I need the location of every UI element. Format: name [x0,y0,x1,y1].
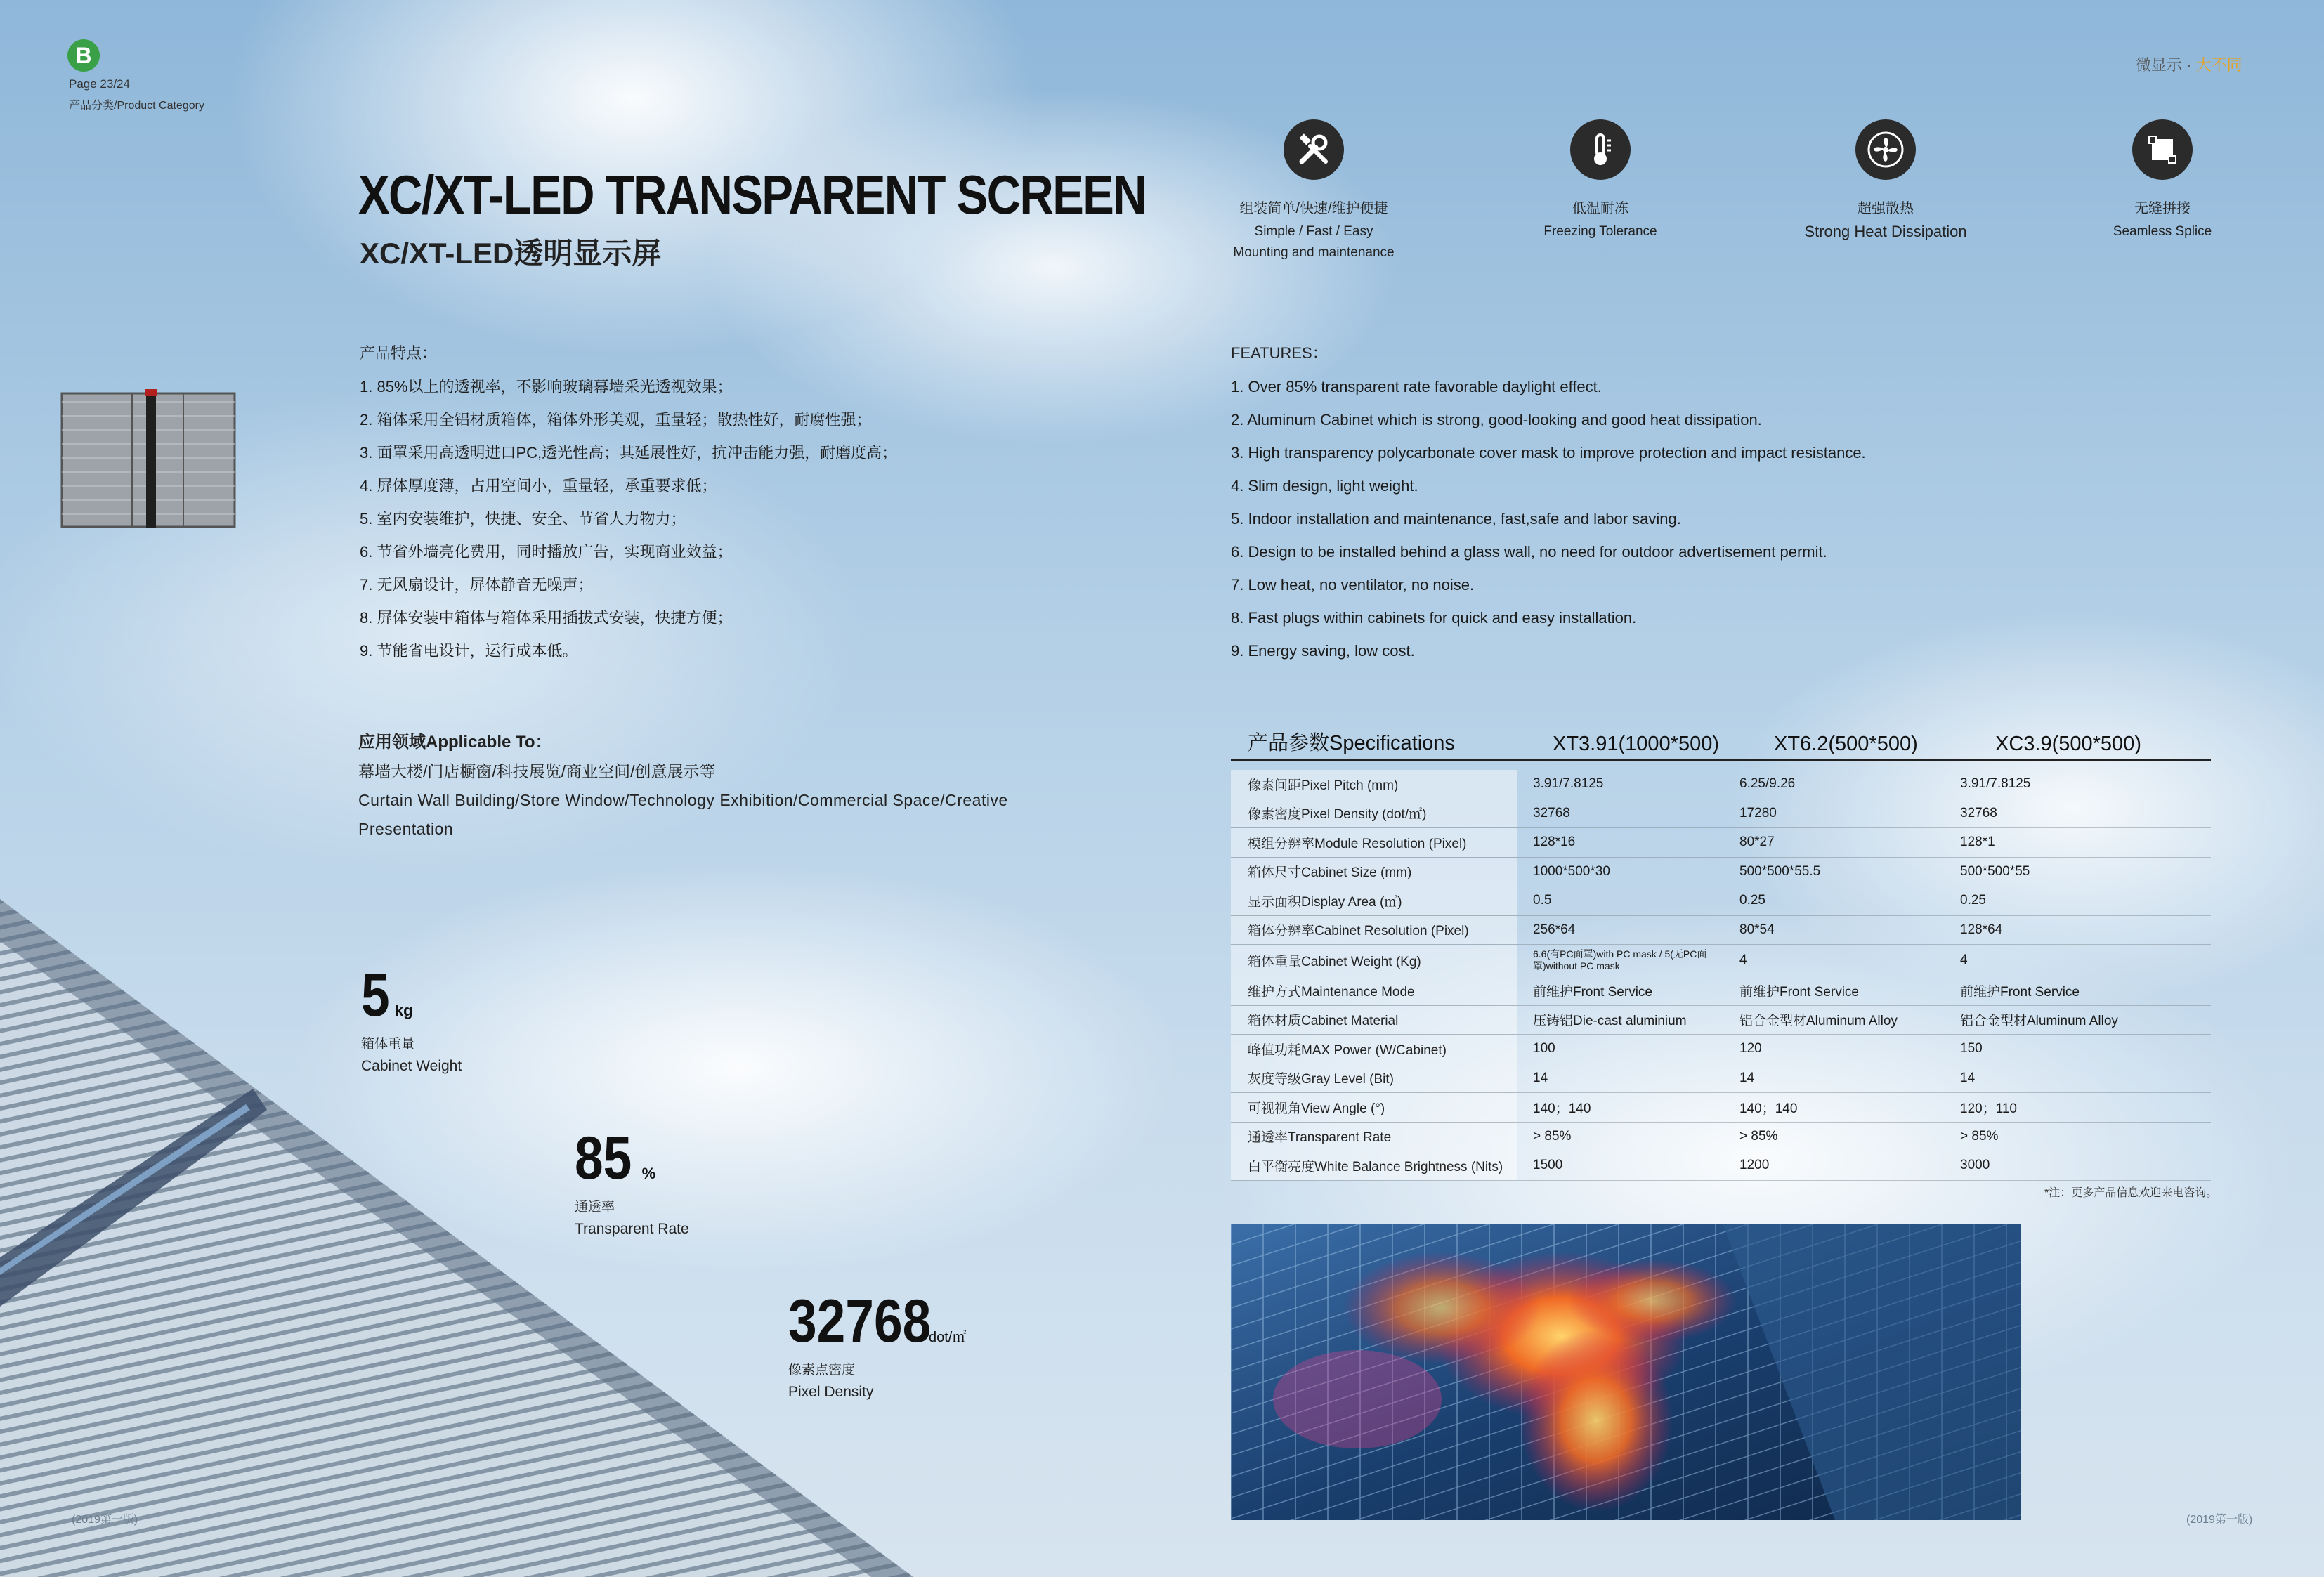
footer-edition-right: (2019第一版) [2186,1514,2253,1526]
spec-value-cell: 128*1 [1960,835,1995,850]
spec-note: *注：更多产品信息欢迎来电咨询。 [2044,1187,2218,1199]
spec-param-cell: 箱体尺寸Cabinet Size (mm) [1231,858,1517,886]
feature-mounting [1194,119,1433,263]
stat-cabinet-weight [361,961,462,1075]
stat-value: 5 [361,962,390,1029]
spec-value-cell: 32768 [1533,805,1570,820]
spec-value-cell: 1500 [1533,1158,1563,1173]
features-cn-heading: 产品特点： [360,344,438,362]
spec-value-cell: 120 [1739,1041,1762,1056]
feature-freezing [1481,119,1720,242]
stat-label-cn: 通透率 [575,1200,615,1215]
spec-value-cell: 前维护Front Service [1960,984,2080,1000]
spec-param-cell: 箱体分辨率Cabinet Resolution (Pixel) [1231,916,1517,945]
spec-header-cell: XT6.2(500*500) [1774,733,1918,755]
spec-value-cell: 压铸铝Die-cast aluminium [1533,1014,1687,1029]
application-text [358,757,1096,844]
spec-table [1231,724,2211,1181]
spec-row [1231,916,2211,945]
feature-en: Freezing Tolerance [1543,224,1657,239]
page-title: XC/XT-LED TRANSPARENT SCREEN [358,164,1146,225]
spec-value-cell: 4 [1739,953,1747,967]
stat-label-en: Cabinet Weight [361,1058,462,1074]
spec-value-cell: 前维护Front Service [1739,984,1859,1000]
spec-row [1231,945,2211,976]
feature-en: Strong Heat Dissipation [1804,223,1967,240]
features-en-heading: FEATURES： [1231,344,1328,362]
spec-param-cell: 白平衡亮度White Balance Brightness (Nits) [1231,1151,1517,1180]
spec-value-cell: 14 [1739,1070,1755,1085]
spec-value-cell: 0.25 [1739,893,1765,908]
brand-slogan-accent: 大不同 [2195,56,2243,74]
spec-value-cell: 4 [1960,953,1968,967]
spec-value-cell: > 85% [1739,1128,1778,1144]
spec-row [1231,828,2211,858]
spec-row [1231,976,2211,1006]
spec-row [1231,886,2211,916]
spec-header-row [1231,724,2211,761]
brand-slogan [2136,53,2243,75]
glass-building-photo [1231,1224,2021,1520]
spec-value-cell: 100 [1533,1041,1555,1056]
features-cn-item: 6. 节省外墙亮化费用，同时播放广告，实现商业效益； [360,543,733,561]
spec-value-cell: 14 [1960,1070,1976,1085]
spec-param-cell: 像素间距Pixel Pitch (mm) [1231,770,1517,799]
spec-param-cell: 像素密度Pixel Density (dot/㎡) [1231,799,1517,828]
spec-value-cell: 铝合金型材Aluminum Alloy [1739,1014,1898,1029]
application-heading: 应用领域Applicable To： [358,733,552,752]
spec-value-cell: 1200 [1739,1158,1770,1173]
spec-param-cell: 峰值功耗MAX Power (W/Cabinet) [1231,1035,1517,1064]
spec-value-cell: 256*64 [1533,922,1576,937]
spec-row [1231,1093,2211,1123]
spec-value-cell: 80*54 [1739,922,1775,937]
spec-value-cell: > 85% [1960,1128,1999,1144]
features-en-item: 6. Design to be installed behind a glass wall, no need for outdoor advertisement permit. [1231,543,1827,561]
spec-param-cell: 显示面积Display Area (㎡) [1231,886,1517,915]
features-en [1231,341,1866,667]
spec-value-cell: 14 [1533,1070,1548,1085]
spec-row [1231,1151,2211,1181]
stat-value: 32768 [788,1288,932,1355]
spec-param-cell: 灰度等级Gray Level (Bit) [1231,1064,1517,1093]
fan-icon [1855,119,1916,180]
stat-label-cn: 箱体重量 [361,1037,415,1052]
spec-value-cell: 500*500*55 [1960,863,2030,879]
spec-row [1231,799,2211,829]
spec-header-cell: 产品参数Specifications [1248,732,1455,754]
features-en-item: 7. Low heat, no ventilator, no noise. [1231,576,1475,594]
spec-value-cell: 128*16 [1533,835,1576,850]
spec-param-cell: 模组分辨率Module Resolution (Pixel) [1231,828,1517,857]
spec-value-cell: 140；140 [1533,1101,1591,1116]
spec-value-cell: 6.25/9.26 [1739,776,1796,792]
spec-value-cell: 80*27 [1739,835,1775,850]
stat-unit: % [641,1165,656,1182]
spec-value-cell: 铝合金型材Aluminum Alloy [1960,1014,2118,1029]
feature-cn: 超强散热 [1858,201,1914,216]
spec-value-cell: 1000*500*30 [1533,863,1610,879]
thermometer-icon [1570,119,1631,180]
spec-header-cell: XT3.91(1000*500) [1553,733,1719,755]
page-subtitle: XC/XT-LED透明显示屏 [360,237,662,270]
brand-logo: B [67,39,100,72]
brand-slogan-main: 微显示 · [2136,56,2196,74]
spec-value-cell: 前维护Front Service [1533,984,1652,1000]
spec-header-cell: XC3.9(500*500) [1995,733,2141,755]
features-en-item: 5. Indoor installation and maintenance, fast,safe and labor saving. [1231,510,1681,528]
spec-row [1231,1064,2211,1094]
features-cn-item: 1. 85%以上的透视率，不影响玻璃幕墙采光透视效果； [360,378,733,395]
spec-value-cell: 0.25 [1960,893,1986,908]
stat-unit: dot/㎡ [929,1330,967,1345]
splice-icon [2132,119,2193,180]
features-cn-item: 2. 箱体采用全铝材质箱体，箱体外形美观，重量轻；散热性好，耐腐性强； [360,411,872,428]
feature-cn: 低温耐冻 [1572,201,1628,216]
footer-edition-left: (2019第一版) [72,1514,138,1526]
spec-row [1231,1006,2211,1035]
features-en-item: 9. Energy saving, low cost. [1231,642,1415,660]
features-en-item: 1. Over 85% transparent rate favorable daylight effect. [1231,378,1602,395]
spec-row [1231,858,2211,887]
stat-transparent-rate [575,1124,689,1238]
spec-param-cell: 箱体重量Cabinet Weight (Kg) [1231,945,1517,976]
features-en-item: 2. Aluminum Cabinet which is strong, good-looking and good heat dissipation. [1231,411,1762,428]
features-cn-item: 9. 节能省电设计，运行成本低。 [360,642,578,660]
spec-value-cell: 128*64 [1960,922,2003,937]
spec-value-cell: > 85% [1533,1128,1572,1144]
spec-value-cell: 17280 [1739,805,1777,820]
category-label: 产品分类/Product Category [69,100,204,112]
spec-row [1231,1035,2211,1064]
features-cn-item: 5. 室内安装维护，快捷、安全、节省人力物力； [360,510,686,528]
features-en-item: 8. Fast plugs within cabinets for quick and easy installation. [1231,609,1637,627]
page-number: Page 23/24 [69,77,130,91]
spec-value-cell: 32768 [1960,805,1997,820]
application-cn: 幕墙大楼/门店橱窗/科技展览/商业空间/创意展示等 [358,762,716,780]
stat-value: 85 [575,1125,632,1192]
features-en-item: 3. High transparency polycarbonate cover mask to improve protection and impact resistance. [1231,444,1866,462]
feature-en-line2: Mounting and maintenance [1233,245,1395,260]
tools-icon [1284,119,1344,180]
led-screen-product-image [60,388,236,530]
stat-label-en: Transparent Rate [575,1221,689,1237]
spec-value-cell: 3.91/7.8125 [1533,776,1604,792]
features-cn-item: 4. 屏体厚度薄，占用空间小，重量轻，承重要求低； [360,477,717,495]
spec-value-cell: 150 [1960,1041,1983,1056]
application-en: Curtain Wall Building/Store Window/Technology Exhibition/Commercial Space/Creative Presentation [358,791,1008,838]
feature-en [1194,221,1433,263]
feature-heat [1766,119,2005,242]
spec-value-cell: 3.91/7.8125 [1960,776,2031,792]
spec-param-cell: 可视视角View Angle (°) [1231,1093,1517,1122]
feature-cn: 组装简单/快速/维护便捷 [1239,201,1388,216]
spec-value-cell: 500*500*55.5 [1739,863,1821,879]
features-cn-item: 8. 屏体安装中箱体与箱体采用插拔式安装，快捷方便； [360,609,733,627]
features-cn [360,341,897,667]
spec-row [1231,770,2211,799]
spec-value-cell: 3000 [1960,1158,1990,1173]
spec-value-cell: 0.5 [1533,893,1552,908]
stat-unit: kg [394,1002,413,1019]
spec-value-cell: 140；140 [1739,1101,1798,1116]
spec-value-cell: 120；110 [1960,1101,2017,1116]
feature-en: Seamless Splice [2113,224,2212,239]
stat-label-cn: 像素点密度 [788,1363,856,1378]
spec-param-cell: 箱体材质Cabinet Material [1231,1006,1517,1035]
feature-splice [2043,119,2282,242]
spec-param-cell: 维护方式Maintenance Mode [1231,976,1517,1005]
stat-label-en: Pixel Density [788,1384,874,1400]
stat-pixel-density [788,1287,966,1401]
features-cn-item: 3. 面罩采用高透明进口PC,透光性高；其延展性好，抗冲击能力强，耐磨度高； [360,444,898,462]
spec-rows [1231,770,2211,1181]
feature-en-line1: Simple / Fast / Easy [1254,224,1373,239]
spec-value-cell: 6.6(有PC面罩)with PC mask / 5(无PC面罩)without PC mask [1533,948,1707,971]
features-cn-item: 7. 无风扇设计，屏体静音无噪声； [360,576,594,594]
spec-row [1231,1123,2211,1152]
spec-param-cell: 通透率Transparent Rate [1231,1123,1517,1151]
features-en-item: 4. Slim design, light weight. [1231,477,1418,495]
feature-cn: 无缝拼接 [2134,201,2191,216]
